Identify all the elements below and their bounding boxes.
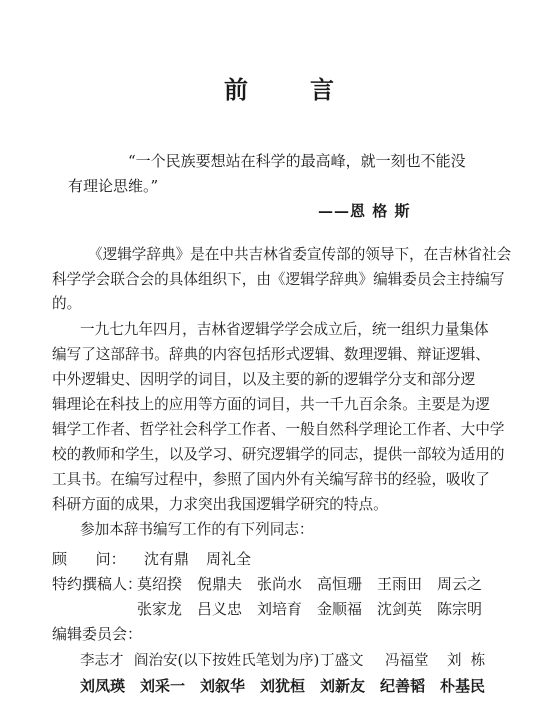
committee-name: 刘 栋 xyxy=(447,653,486,669)
paragraph2-line: 科研方面的成果，力求突出我国逻辑学研究的特点。 xyxy=(52,496,388,513)
committee-name: 刘犹桓 xyxy=(260,677,306,695)
committee-name: 冯福堂 xyxy=(385,653,429,669)
special-writers-row xyxy=(52,573,482,594)
committee-name: 刘叙华 xyxy=(200,677,246,695)
advisor-name: 沈有鼎 xyxy=(144,550,190,568)
paragraph1-line: 科学学会联合会的具体组织下，由《逻辑学辞典》编辑委员会主持编写 xyxy=(52,271,505,288)
writer-name: 吕义忠 xyxy=(197,600,243,618)
editorial-committee-row xyxy=(80,649,485,670)
paragraph1-line: 的。 xyxy=(52,295,82,312)
participants-intro: 参加本辞书编写工作的有下列同志： xyxy=(80,521,314,538)
writer-name: 金顺福 xyxy=(317,600,363,618)
paragraph2-line: 辑理论在科技上的应用等方面的词目，共一千九百余条。主要是为逻 xyxy=(52,396,490,413)
writer-name: 陈宗明 xyxy=(437,600,483,618)
writer-name: 王雨田 xyxy=(377,575,423,593)
paragraph2-line: 一九七九年四月，吉林省逻辑学学会成立后，统一组织力量集体 xyxy=(80,321,489,338)
committee-name: 纪善韬 xyxy=(380,677,426,695)
editorial-committee-row-2 xyxy=(80,675,485,696)
writer-name: 莫绍揆 xyxy=(137,575,183,593)
writer-name: 倪鼎夫 xyxy=(197,575,243,593)
paragraph2-line: 工具书。在编写过程中，参照了国内外有关编写辞书的经验，吸收了 xyxy=(52,471,490,488)
advisor-name: 周礼全 xyxy=(206,550,252,568)
committee-name: 李志才 xyxy=(80,653,124,669)
writer-name: 张尚水 xyxy=(257,575,303,593)
committee-name: 刘采一 xyxy=(140,677,186,695)
writer-name: 沈剑英 xyxy=(377,600,423,618)
committee-name: 丁盛文 xyxy=(320,653,364,669)
epigraph-line-2: 有理论思维。” xyxy=(68,177,159,195)
paragraph1-line: 《逻辑学辞典》是在中共吉林省委宣传部的领导下，在吉林省社会 xyxy=(88,246,512,263)
special-writers-label: 特约撰稿人： xyxy=(52,575,143,593)
writer-name: 周云之 xyxy=(437,575,483,593)
committee-name: 刘新友 xyxy=(320,677,366,695)
committee-name-note: 阎治安(以下按姓氏笔划为序) xyxy=(134,653,320,669)
paragraph2-line: 辑学工作者、哲学社会科学工作者、一般自然科学理论工作者、大中学 xyxy=(52,421,505,438)
paragraph2-line: 中外逻辑史、因明学的词目，以及主要的新的逻辑学分支和部分逻 xyxy=(52,371,476,388)
writer-name: 刘培育 xyxy=(257,600,303,618)
epigraph-line-1: “一个民族要想站在科学的最高峰，就一刻也不能没 xyxy=(128,152,466,170)
editorial-committee-label: 编辑委员会： xyxy=(52,625,143,643)
special-writers-row-2 xyxy=(137,598,482,619)
committee-name: 朴基民 xyxy=(440,677,486,695)
page-title xyxy=(0,70,560,105)
paragraph2-line: 校的教师和学生，以及学习、研究逻辑学的同志，提供一部较为适用的 xyxy=(52,446,505,463)
advisors-row xyxy=(52,548,251,569)
writer-name: 高恒珊 xyxy=(317,575,363,593)
paragraph2-line: 编写了这部辞书。辞典的内容包括形式逻辑、数理逻辑、辩证逻辑、 xyxy=(52,346,490,363)
committee-name: 刘凤瑛 xyxy=(80,677,126,695)
title-char-2: 言 xyxy=(310,75,336,104)
advisors-label: 顾 问： xyxy=(52,550,126,568)
epigraph-author: ——恩 格 斯 xyxy=(318,202,411,220)
title-char-1: 前 xyxy=(224,75,250,104)
writer-name: 张家龙 xyxy=(137,600,183,618)
